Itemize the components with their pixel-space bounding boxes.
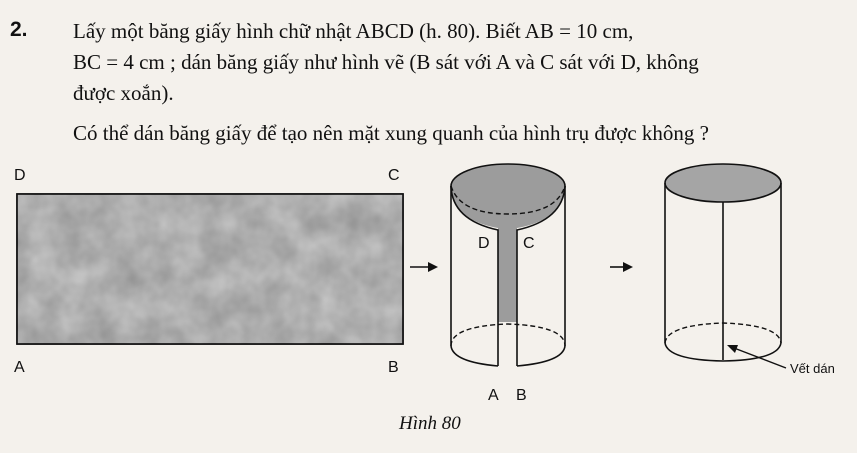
- cylinder-gluing: [451, 164, 565, 366]
- figure-80: [0, 150, 857, 453]
- cyl1-label-a: A: [488, 387, 499, 404]
- rect-label-d: D: [14, 167, 26, 184]
- figure-caption: Hình 80: [399, 413, 461, 434]
- problem-statement: [73, 16, 848, 149]
- rect-label-b: B: [388, 359, 399, 376]
- arrow-right-icon: [410, 262, 438, 272]
- problem-question: Có thể dán băng giấy để tạo nên mặt xung quanh của hình trụ được không ?: [73, 121, 709, 145]
- paper-strip-rectangle: [17, 194, 403, 344]
- cyl1-label-b: B: [516, 387, 527, 404]
- rect-label-c: C: [388, 167, 400, 184]
- seam-pointer-arrow: [727, 345, 786, 368]
- cyl1-label-c: C: [523, 235, 535, 252]
- seam-label: Vết dán: [790, 361, 835, 376]
- problem-number: 2.: [10, 18, 28, 41]
- rect-label-a: A: [14, 359, 25, 376]
- problem-line-2: BC = 4 cm ; dán băng giấy như hình vẽ (B sát với A và C sát với D, không: [73, 50, 699, 74]
- problem-line-1: Lấy một băng giấy hình chữ nhật ABCD (h. 80). Biết AB = 10 cm,: [73, 19, 634, 43]
- arrow-right-icon: [610, 262, 633, 272]
- problem-line-3: được xoắn).: [73, 81, 174, 105]
- cylinder-finished: [665, 164, 781, 361]
- cyl1-label-d: D: [478, 235, 490, 252]
